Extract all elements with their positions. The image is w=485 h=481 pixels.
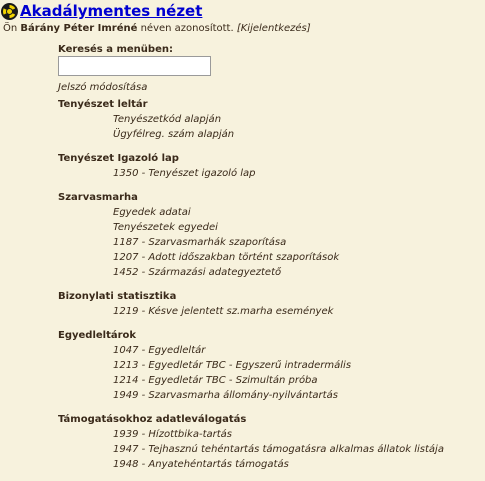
menu-section [58,289,478,319]
menu-item-link[interactable]: 1047 - Egyedleltár [113,345,206,356]
menu-item-link[interactable]: 1939 - Hízottbika-tartás [113,429,232,440]
menu-item-link[interactable]: 1219 - Késve jelentett sz.marha események [113,306,334,317]
menu-section [58,190,478,280]
menu-item-link[interactable]: Tenyészetek egyedei [113,222,218,233]
user-suffix: néven azonosított. [137,23,237,34]
menu-section-title: Bizonylati statisztika [58,291,177,302]
menu-section [58,412,478,472]
menu-section-title: Szarvasmarha [58,192,138,203]
menu-item-link[interactable]: 1948 - Anyatehéntartás támogatás [113,459,289,470]
menu-search-input[interactable] [58,56,211,76]
menu-item-link[interactable]: 1207 - Adott időszakban történt szaporítások [113,252,340,263]
menu-item-link[interactable]: Tenyészetkód alapján [113,114,222,125]
user-prefix: Ön [3,23,21,34]
page-title-link[interactable]: Akadálymentes nézet [20,2,203,20]
menu-section [58,151,478,181]
password-change-link[interactable]: Jelszó módosítása [58,82,148,93]
menu-item-link[interactable]: 1213 - Egyedletár TBC - Egyszerű intradermális [113,360,352,371]
menu-item-link[interactable]: 1949 - Szarvasmarha állomány-nyilvántartás [113,390,338,401]
menu-item-link[interactable]: 1187 - Szarvasmarhák szaporítása [113,237,287,248]
page-header [1,1,202,21]
accessibility-icon [1,3,18,20]
user-info [3,23,311,34]
menu-item-link[interactable]: 1350 - Tenyészet igazoló lap [113,168,256,179]
menu [58,97,478,481]
menu-section-title: Támogatásokhoz adatleválogatás [58,414,247,425]
menu-item-link[interactable]: Egyedek adatai [113,207,191,218]
menu-section-title: Egyedleltárok [58,330,137,341]
search-label: Keresés a menüben: [58,44,173,55]
menu-section-title: Tenyészet Igazoló lap [58,153,179,164]
logout-link[interactable]: [Kijelentkezés] [236,23,311,34]
menu-section-title: Tenyészet leltár [58,99,148,110]
menu-item-link[interactable]: Ügyfélreg. szám alapján [113,129,235,140]
menu-section [58,97,478,142]
menu-section [58,328,478,403]
menu-item-link[interactable]: 1452 - Származási adategyeztető [113,267,282,278]
menu-item-link[interactable]: 1214 - Egyedletár TBC - Szimultán próba [113,375,318,386]
user-name: Bárány Péter Imréné [20,23,138,34]
menu-item-link[interactable]: 1947 - Tejhasznú tehéntartás támogatásra alkalmas állatok listája [113,444,444,455]
